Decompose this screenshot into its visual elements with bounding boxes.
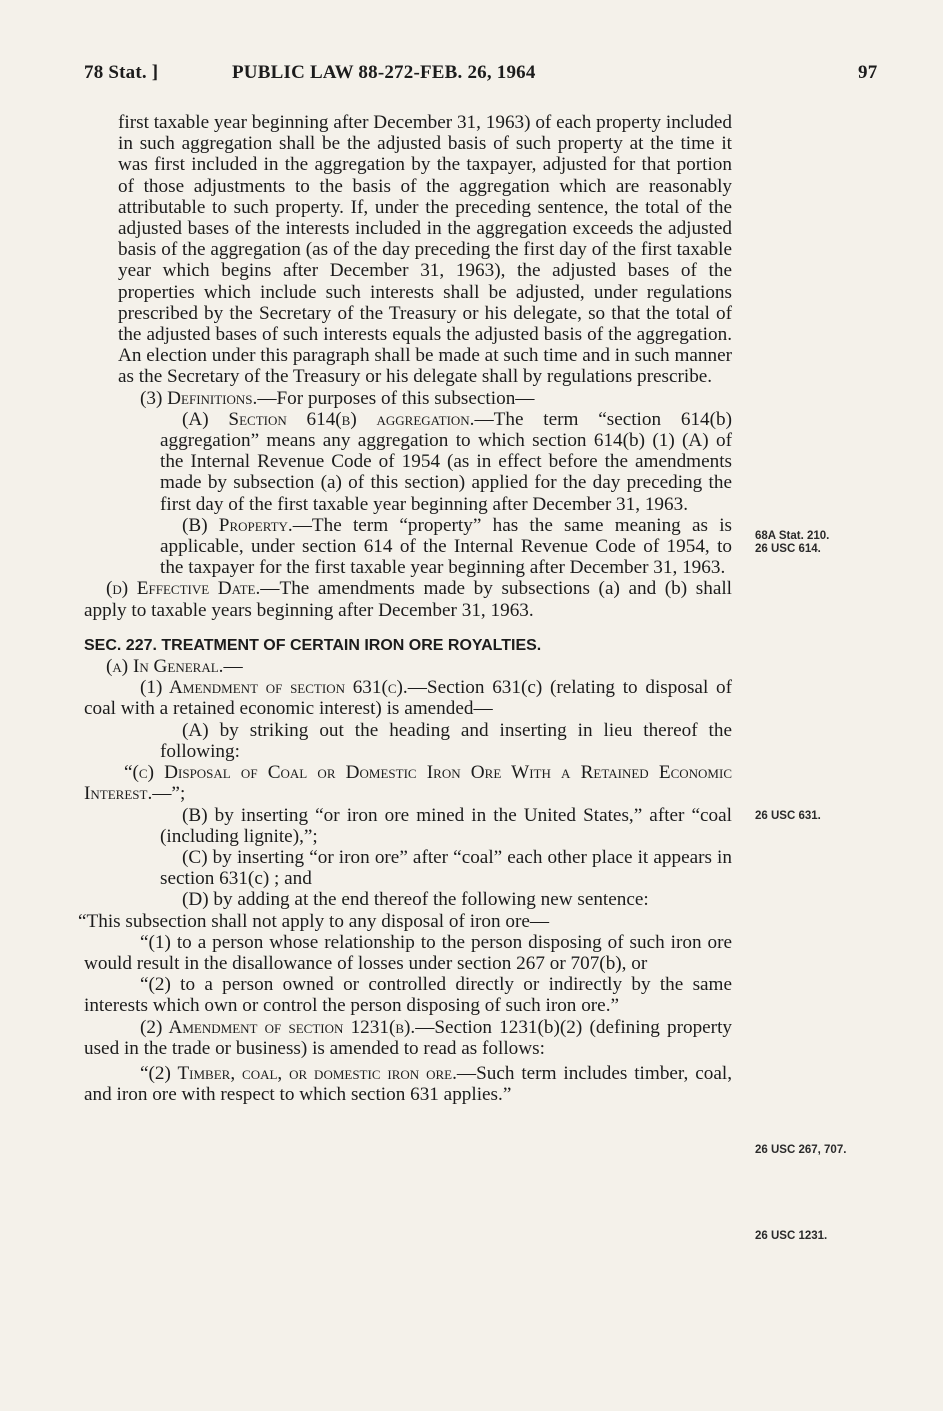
- text-clause-b: (B) by inserting “or iron ore mined in the United States,” after “coal (including lignite),”;: [160, 804, 732, 847]
- heading-amendment-1231b: (2) Amendment of section 1231(b).: [140, 1016, 416, 1038]
- paragraph-amendment-631c: [84, 677, 732, 719]
- paragraph-clause-d: [84, 889, 732, 910]
- text-amendment-1231b: —Section 1231(b)(2) (defining property used in the trade or business) is amended to read as follows:: [84, 1016, 732, 1059]
- heading-amendment-631c: (1) Amendment of section 631(c).: [140, 677, 408, 699]
- paragraph-effective-date: [84, 578, 732, 620]
- text-section-614b: —The term “section 614(b) aggregation” means any aggregation to which section 614(b) (1) (A) of the Internal Revenue Code of 1954 (as in effect before the amendments made by subsection (a) of this section) applied for the day preceding the first day of the first taxable year beginning after December 31, 1963.: [160, 408, 733, 515]
- paragraph-clause-a: [84, 720, 732, 762]
- paragraph-item-1: “(1) to a person whose relationship to the person disposing of such iron ore would result in the disallowance of losses under section 267 or 707(b), or: [84, 931, 732, 974]
- heading-section-614b: (A) Section 614(b) aggregation.: [182, 408, 475, 430]
- text-definitions: —For purposes of this subsection—: [257, 387, 535, 409]
- margin-note-614-line2: 26 USC 614.: [755, 543, 821, 555]
- text-amendment-631c: —Section 631(c) (relating to disposal of coal with a retained economic interest) is amended—: [84, 677, 732, 720]
- body-text: [78, 112, 733, 1106]
- paragraph-item-2: “(2) to a person owned or controlled directly or indirectly by the same interests which own or control the person disposing of such iron ore.”: [84, 974, 732, 1017]
- heading-timber-coal: “(2) Timber, coal, or domestic iron ore.: [140, 1062, 457, 1084]
- header-page-number: 97: [858, 62, 878, 83]
- paragraph-clause-c: [84, 847, 732, 889]
- paragraph-continuation: first taxable year beginning after December 31, 1963) of each property included in such aggregation shall be the adjusted basis of such property at the time it was first included in the aggregation by the taxpayer, adjusted for that portion of those adjustments to the basis of the aggregation which are reasonably attributable to such property. If, under the preceding sentence, the total of the adjusted bases of the interests included in the aggregation exceeds the adjusted basis of the aggregation (as of the day preceding the first day of the first taxable year which begins after December 31, 1963), the adjusted bases of the properties which include such interests shall be adjusted, under regulations prescribed by the Secretary of the Treasury or his delegate, so that the total of the adjusted bases of such interests equals the adjusted basis of the aggregation. An election under this paragraph shall be made at such time and in such manner as the Secretary of the Treasury or his delegate shall by regulations prescribe.: [118, 112, 732, 388]
- paragraph-section-614b: [84, 409, 732, 515]
- margin-note-614: [755, 530, 905, 556]
- paragraph-property: [84, 515, 732, 579]
- paragraph-in-general: (a) In General.—: [106, 656, 243, 678]
- section-227-heading: SEC. 227. TREATMENT OF CERTAIN IRON ORE ROYALTIES.: [84, 636, 542, 654]
- text-effective-date: —The amendments made by subsections (a) and (b) shall apply to taxable years beginning after December 31, 1963.: [84, 578, 732, 621]
- text-clause-a: (A) by striking out the heading and inserting in lieu thereof the following:: [160, 719, 732, 762]
- margin-note-631: 26 USC 631.: [755, 810, 821, 822]
- header-title: PUBLIC LAW 88-272-FEB. 26, 1964: [232, 62, 536, 83]
- header-volume: 78 Stat. ]: [84, 62, 159, 83]
- text-clause-d: (D) by adding at the end thereof the following new sentence:: [182, 889, 649, 911]
- text-timber-coal: —Such term includes timber, coal, and iron ore with respect to which section 631 applies.”: [84, 1062, 732, 1106]
- paragraph-definitions: [84, 388, 732, 409]
- heading-effective-date: (d) Effective Date.: [106, 578, 261, 600]
- paragraph-new-sentence: “This subsection shall not apply to any disposal of iron ore—: [78, 910, 550, 932]
- paragraph-clause-b: [84, 805, 732, 847]
- text-property: —The term “property” has the same meaning as is applicable, under section 614 of the Internal Revenue Code of 1954, to the taxpayer for the first taxable year beginning after December 31, 1963.: [160, 514, 732, 579]
- paragraph-inserted-heading: “(c) Disposal of Coal or Domestic Iron Ore With a Retained Economic Interest.—”;: [84, 762, 732, 805]
- heading-property: (B) Property.: [182, 514, 293, 536]
- text-clause-c: (C) by inserting “or iron ore” after “coal” each other place it appears in section 631(c) ; and: [160, 846, 732, 890]
- margin-note-267-707: 26 USC 267, 707.: [755, 1144, 847, 1156]
- margin-note-614-line1: 68A Stat. 210.: [755, 530, 830, 542]
- heading-definitions: (3) Definitions.: [140, 387, 258, 409]
- paragraph-timber-coal: [84, 1063, 732, 1105]
- paragraph-amendment-1231b: [84, 1017, 732, 1059]
- margin-note-1231: 26 USC 1231.: [755, 1230, 828, 1242]
